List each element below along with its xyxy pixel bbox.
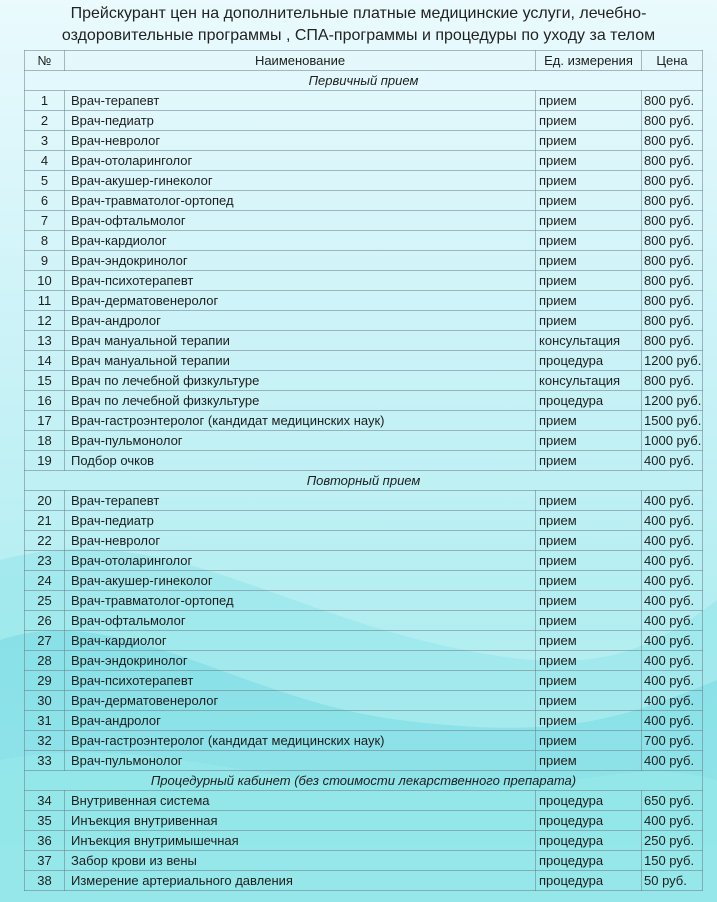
- row-name: Врач-андролог: [65, 311, 536, 331]
- row-unit: прием: [536, 711, 642, 731]
- row-num: 32: [25, 731, 65, 751]
- row-name: Врач мануальной терапии: [65, 351, 536, 371]
- table-row: [25, 111, 703, 131]
- row-price: 650 руб.: [642, 791, 703, 811]
- row-unit: прием: [536, 271, 642, 291]
- row-name: Инъекция внутримышечная: [65, 831, 536, 851]
- section-title: Процедурный кабинет (без стоимости лекарственного препарата): [25, 771, 703, 791]
- row-num: 18: [25, 431, 65, 451]
- table-row: [25, 311, 703, 331]
- row-price: 800 руб.: [642, 231, 703, 251]
- row-num: 2: [25, 111, 65, 131]
- row-price: 800 руб.: [642, 271, 703, 291]
- row-name: Врач-педиатр: [65, 111, 536, 131]
- row-unit: прием: [536, 671, 642, 691]
- row-unit: прием: [536, 91, 642, 111]
- row-num: 14: [25, 351, 65, 371]
- row-name: Врач по лечебной физкультуре: [65, 391, 536, 411]
- row-price: 1000 руб.: [642, 431, 703, 451]
- row-unit: прием: [536, 431, 642, 451]
- row-num: 16: [25, 391, 65, 411]
- row-price: 400 руб.: [642, 631, 703, 651]
- row-name: Врач-офтальмолог: [65, 211, 536, 231]
- table-row: [25, 531, 703, 551]
- table-row: [25, 671, 703, 691]
- row-unit: прием: [536, 251, 642, 271]
- row-unit: прием: [536, 211, 642, 231]
- row-num: 7: [25, 211, 65, 231]
- row-name: Врач-акушер-гинеколог: [65, 571, 536, 591]
- table-row: [25, 571, 703, 591]
- row-price: 800 руб.: [642, 91, 703, 111]
- row-unit: прием: [536, 751, 642, 771]
- row-num: 36: [25, 831, 65, 851]
- section-title: Первичный прием: [25, 71, 703, 91]
- row-name: Врач-невролог: [65, 131, 536, 151]
- table-row: [25, 251, 703, 271]
- row-unit: прием: [536, 411, 642, 431]
- row-price: 400 руб.: [642, 531, 703, 551]
- row-name: Врач-дерматовенеролог: [65, 691, 536, 711]
- row-unit: прием: [536, 651, 642, 671]
- row-num: 30: [25, 691, 65, 711]
- table-row: [25, 291, 703, 311]
- row-num: 8: [25, 231, 65, 251]
- row-unit: процедура: [536, 831, 642, 851]
- row-unit: прием: [536, 611, 642, 631]
- table-header-row: [25, 51, 703, 71]
- row-name: Врач-терапевт: [65, 491, 536, 511]
- row-name: Врач-гастроэнтеролог (кандидат медицинских наук): [65, 731, 536, 751]
- row-num: 28: [25, 651, 65, 671]
- row-num: 5: [25, 171, 65, 191]
- row-num: 4: [25, 151, 65, 171]
- row-name: Врач-дерматовенеролог: [65, 291, 536, 311]
- row-unit: процедура: [536, 351, 642, 371]
- row-name: Врач-отоларинголог: [65, 551, 536, 571]
- row-unit: прием: [536, 511, 642, 531]
- row-unit: процедура: [536, 871, 642, 891]
- row-name: Врач мануальной терапии: [65, 331, 536, 351]
- row-num: 17: [25, 411, 65, 431]
- row-price: 800 руб.: [642, 311, 703, 331]
- row-name: Врач по лечебной физкультуре: [65, 371, 536, 391]
- row-unit: прием: [536, 311, 642, 331]
- table-row: [25, 731, 703, 751]
- header-name: Наименование: [65, 51, 536, 71]
- row-num: 3: [25, 131, 65, 151]
- row-price: 800 руб.: [642, 211, 703, 231]
- row-price: 1200 руб.: [642, 391, 703, 411]
- row-price: 400 руб.: [642, 651, 703, 671]
- row-price: 800 руб.: [642, 371, 703, 391]
- row-price: 50 руб.: [642, 871, 703, 891]
- row-price: 800 руб.: [642, 111, 703, 131]
- table-body: [25, 71, 703, 891]
- row-price: 400 руб.: [642, 551, 703, 571]
- table-row: [25, 791, 703, 811]
- document-title: [0, 0, 717, 46]
- row-name: Врач-психотерапевт: [65, 271, 536, 291]
- row-unit: консультация: [536, 331, 642, 351]
- row-price: 800 руб.: [642, 291, 703, 311]
- row-unit: прием: [536, 171, 642, 191]
- row-num: 27: [25, 631, 65, 651]
- row-name: Врач-офтальмолог: [65, 611, 536, 631]
- row-unit: процедура: [536, 391, 642, 411]
- row-num: 12: [25, 311, 65, 331]
- row-name: Врач-невролог: [65, 531, 536, 551]
- price-table: [24, 50, 703, 891]
- table-row: [25, 131, 703, 151]
- row-price: 400 руб.: [642, 591, 703, 611]
- row-name: Инъекция внутривенная: [65, 811, 536, 831]
- row-name: Врач-пульмонолог: [65, 751, 536, 771]
- row-num: 35: [25, 811, 65, 831]
- row-num: 33: [25, 751, 65, 771]
- row-unit: прием: [536, 231, 642, 251]
- row-num: 37: [25, 851, 65, 871]
- row-unit: процедура: [536, 791, 642, 811]
- row-name: Внутривенная система: [65, 791, 536, 811]
- row-price: 700 руб.: [642, 731, 703, 751]
- header-unit: Ед. измерения: [536, 51, 642, 71]
- row-price: 400 руб.: [642, 711, 703, 731]
- row-unit: процедура: [536, 811, 642, 831]
- table-row: [25, 271, 703, 291]
- row-price: 400 руб.: [642, 571, 703, 591]
- row-name: Подбор очков: [65, 451, 536, 471]
- table-row: [25, 151, 703, 171]
- title-line-1: Прейскурант цен на дополнительные платные медицинские услуги, лечебно-: [70, 5, 647, 22]
- row-num: 34: [25, 791, 65, 811]
- row-name: Врач-андролог: [65, 711, 536, 731]
- row-num: 21: [25, 511, 65, 531]
- table-row: [25, 711, 703, 731]
- table-row: [25, 211, 703, 231]
- row-unit: прием: [536, 491, 642, 511]
- section-row: [25, 771, 703, 791]
- table-row: [25, 491, 703, 511]
- row-price: 400 руб.: [642, 751, 703, 771]
- row-unit: прием: [536, 291, 642, 311]
- row-unit: прием: [536, 191, 642, 211]
- row-price: 400 руб.: [642, 671, 703, 691]
- table-row: [25, 851, 703, 871]
- header-num: №: [25, 51, 65, 71]
- header-price: Цена: [642, 51, 703, 71]
- row-unit: консультация: [536, 371, 642, 391]
- row-name: Врач-пульмонолог: [65, 431, 536, 451]
- row-price: 400 руб.: [642, 491, 703, 511]
- row-unit: прием: [536, 571, 642, 591]
- row-num: 23: [25, 551, 65, 571]
- row-price: 400 руб.: [642, 511, 703, 531]
- row-num: 19: [25, 451, 65, 471]
- row-name: Врач-гастроэнтеролог (кандидат медицинских наук): [65, 411, 536, 431]
- row-num: 20: [25, 491, 65, 511]
- table-row: [25, 331, 703, 351]
- section-title: Повторный прием: [25, 471, 703, 491]
- row-price: 1500 руб.: [642, 411, 703, 431]
- row-name: Забор крови из вены: [65, 851, 536, 871]
- table-row: [25, 631, 703, 651]
- row-name: Врач-акушер-гинеколог: [65, 171, 536, 191]
- table-row: [25, 831, 703, 851]
- table-row: [25, 611, 703, 631]
- row-price: 150 руб.: [642, 851, 703, 871]
- row-num: 11: [25, 291, 65, 311]
- row-price: 800 руб.: [642, 191, 703, 211]
- row-unit: прием: [536, 451, 642, 471]
- table-row: [25, 511, 703, 531]
- row-num: 13: [25, 331, 65, 351]
- table-row: [25, 551, 703, 571]
- row-num: 15: [25, 371, 65, 391]
- table-row: [25, 431, 703, 451]
- table-row: [25, 391, 703, 411]
- table-row: [25, 171, 703, 191]
- row-num: 38: [25, 871, 65, 891]
- row-num: 29: [25, 671, 65, 691]
- row-unit: прием: [536, 111, 642, 131]
- row-num: 10: [25, 271, 65, 291]
- row-name: Врач-терапевт: [65, 91, 536, 111]
- row-unit: прием: [536, 591, 642, 611]
- row-name: Врач-психотерапевт: [65, 671, 536, 691]
- row-name: Врач-травматолог-ортопед: [65, 191, 536, 211]
- row-price: 800 руб.: [642, 131, 703, 151]
- row-name: Врач-эндокринолог: [65, 651, 536, 671]
- row-num: 24: [25, 571, 65, 591]
- table-row: [25, 871, 703, 891]
- row-name: Врач-педиатр: [65, 511, 536, 531]
- row-num: 26: [25, 611, 65, 631]
- row-num: 25: [25, 591, 65, 611]
- table-row: [25, 191, 703, 211]
- row-name: Врач-травматолог-ортопед: [65, 591, 536, 611]
- table-row: [25, 231, 703, 251]
- table-row: [25, 751, 703, 771]
- table-row: [25, 91, 703, 111]
- row-num: 22: [25, 531, 65, 551]
- row-price: 800 руб.: [642, 171, 703, 191]
- row-num: 6: [25, 191, 65, 211]
- row-unit: прием: [536, 531, 642, 551]
- row-unit: прием: [536, 151, 642, 171]
- row-name: Врач-кардиолог: [65, 631, 536, 651]
- row-price: 250 руб.: [642, 831, 703, 851]
- table-row: [25, 351, 703, 371]
- title-line-2: оздоровительные программы , СПА-программы и процедуры по уходу за телом: [61, 27, 656, 44]
- row-unit: прием: [536, 551, 642, 571]
- row-unit: прием: [536, 691, 642, 711]
- row-num: 1: [25, 91, 65, 111]
- table-row: [25, 591, 703, 611]
- row-num: 9: [25, 251, 65, 271]
- table-row: [25, 451, 703, 471]
- row-unit: прием: [536, 131, 642, 151]
- row-price: 800 руб.: [642, 251, 703, 271]
- row-price: 800 руб.: [642, 151, 703, 171]
- row-name: Врач-отоларинголог: [65, 151, 536, 171]
- row-name: Врач-эндокринолог: [65, 251, 536, 271]
- row-price: 400 руб.: [642, 811, 703, 831]
- table-row: [25, 411, 703, 431]
- row-price: 400 руб.: [642, 451, 703, 471]
- section-row: [25, 71, 703, 91]
- row-unit: прием: [536, 731, 642, 751]
- section-row: [25, 471, 703, 491]
- row-num: 31: [25, 711, 65, 731]
- row-unit: процедура: [536, 851, 642, 871]
- table-row: [25, 811, 703, 831]
- row-price: 400 руб.: [642, 691, 703, 711]
- row-name: Врач-кардиолог: [65, 231, 536, 251]
- table-row: [25, 371, 703, 391]
- row-price: 1200 руб.: [642, 351, 703, 371]
- row-name: Измерение артериального давления: [65, 871, 536, 891]
- row-unit: прием: [536, 631, 642, 651]
- row-price: 400 руб.: [642, 611, 703, 631]
- row-price: 800 руб.: [642, 331, 703, 351]
- table-row: [25, 691, 703, 711]
- table-row: [25, 651, 703, 671]
